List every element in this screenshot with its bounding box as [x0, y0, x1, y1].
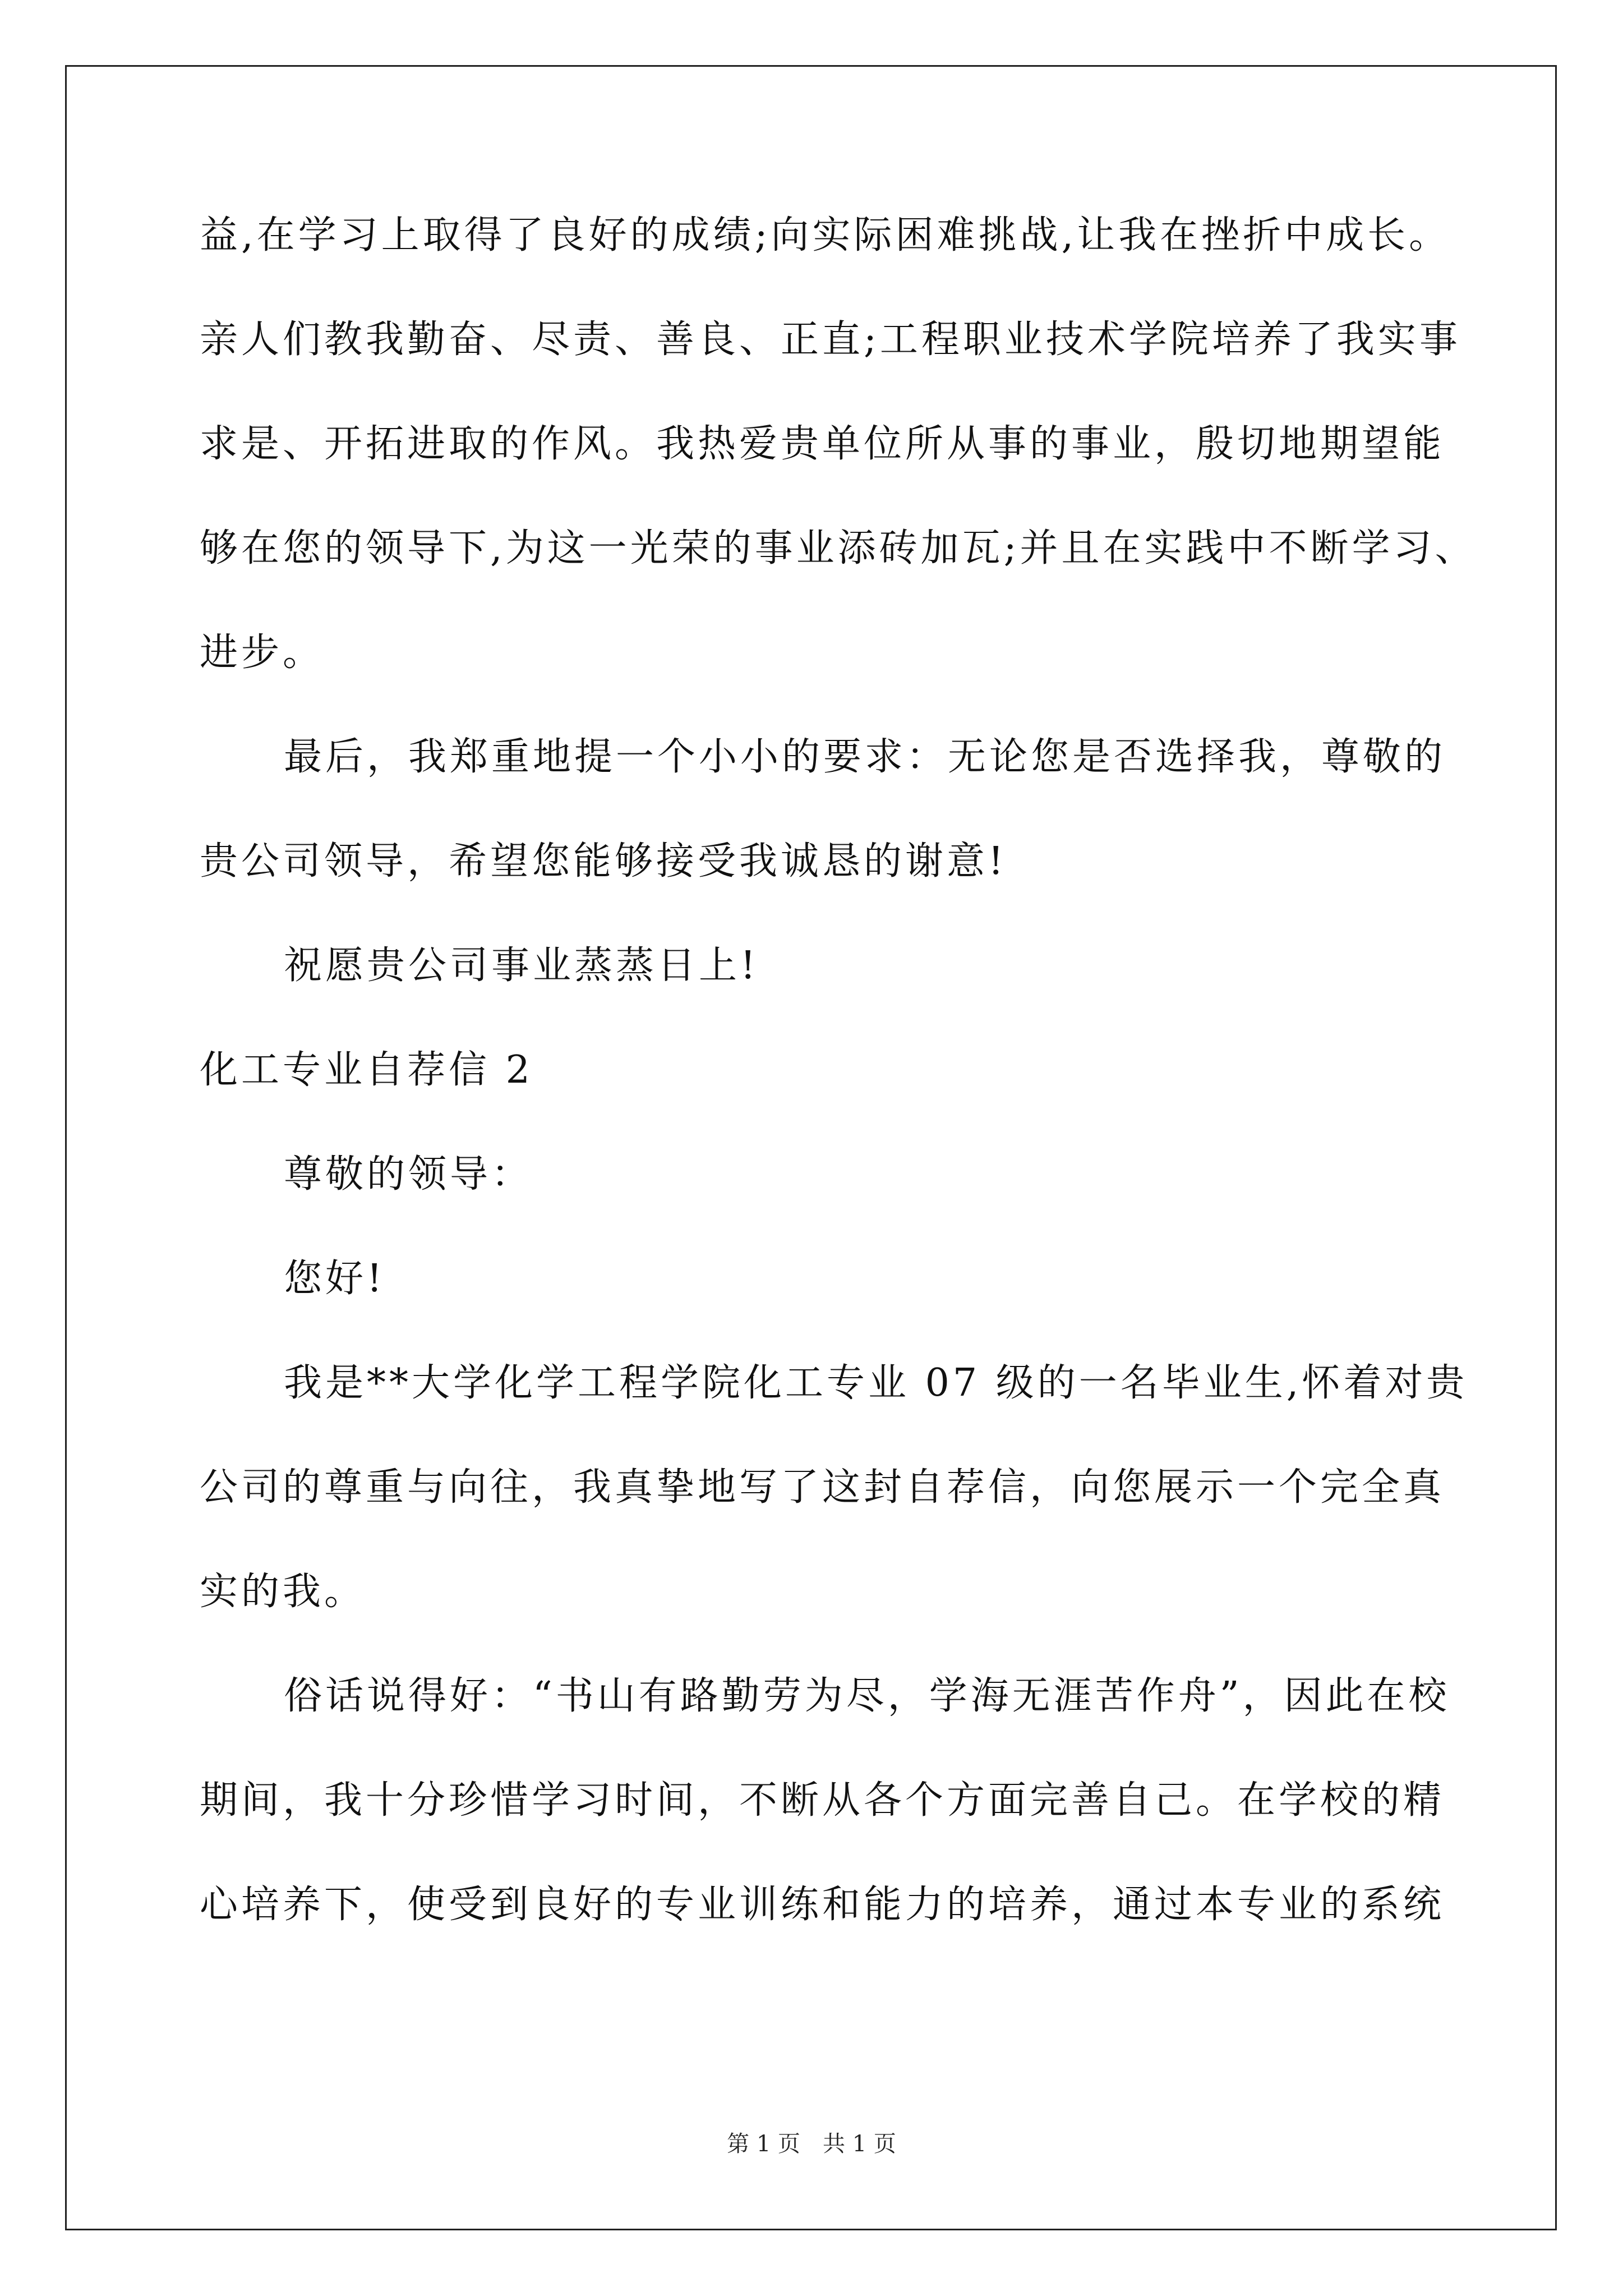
- salutation: 尊敬的领导：: [284, 1152, 533, 1197]
- text-line: 够在您的领导下,为这一光荣的事业添砖加瓦;并且在实践中不断学习、: [200, 526, 1477, 570]
- paragraph-line: 祝愿贵公司事业蒸蒸日上!: [284, 944, 759, 988]
- text-line: 益,在学习上取得了良好的成绩;向实际困难挑战,让我在挫折中成长。: [200, 213, 1451, 257]
- page-number-footer: 第 1 页 共 1 页: [727, 2131, 896, 2157]
- paragraph-line: 我是**大学化学工程学院化工专业 07 级的一名毕业生,怀着对贵: [284, 1361, 1468, 1405]
- paragraph-line: 俗话说得好：“书山有路勤劳为尽，学海无涯苦作舟”，因此在校: [284, 1674, 1450, 1718]
- paragraph-line: 最后，我郑重地提一个小小的要求：无论您是否选择我，尊敬的: [284, 735, 1446, 779]
- text-line: 心培养下，使受到良好的专业训练和能力的培养，通过本专业的系统: [200, 1883, 1445, 1927]
- greeting: 您好!: [284, 1257, 386, 1301]
- text-line: 公司的尊重与向往，我真挚地写了这封自荐信，向您展示一个完全真: [200, 1465, 1445, 1510]
- text-line: 实的我。: [200, 1570, 366, 1614]
- text-line: 期间，我十分珍惜学习时间，不断从各个方面完善自己。在学校的精: [200, 1778, 1445, 1823]
- text-line: 求是、开拓进取的作风。我热爱贵单位所从事的事业，殷切地期望能: [200, 422, 1445, 466]
- text-line: 进步。: [200, 631, 325, 675]
- text-line: 贵公司领导，希望您能够接受我诚恳的谢意!: [200, 839, 1007, 884]
- section-heading: 化工专业自荐信 2: [200, 1048, 533, 1092]
- text-line: 亲人们教我勤奋、尽责、善良、正直;工程职业技术学院培养了我实事: [200, 318, 1461, 362]
